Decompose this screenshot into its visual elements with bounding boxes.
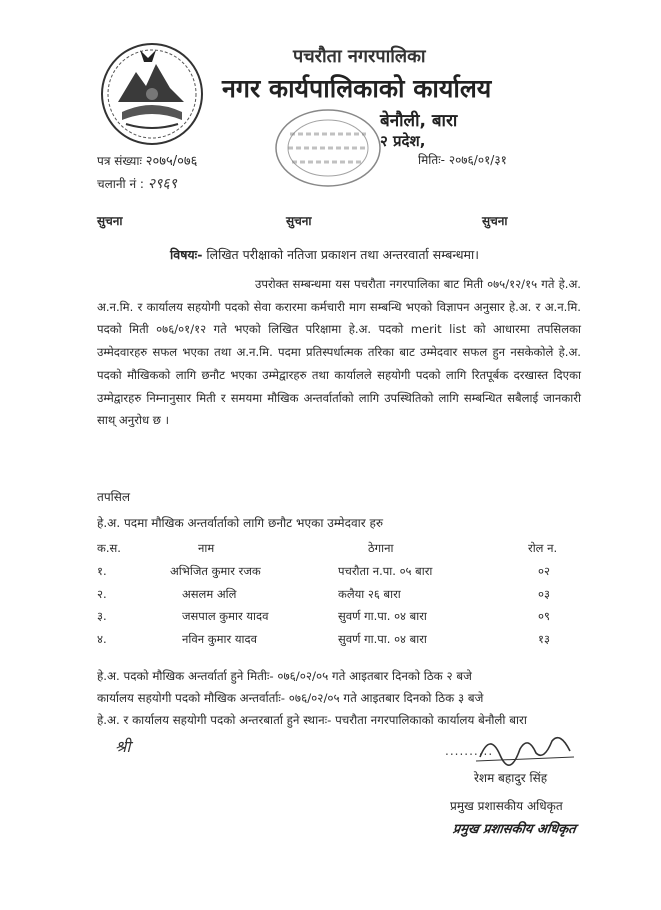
reference-number bbox=[97, 151, 197, 169]
municipality-name: पचरौता नगरपालिका bbox=[293, 46, 426, 67]
cell-address: सुवर्ण गा.पा. ०४ बारा bbox=[338, 609, 427, 623]
cell-sn: ४. bbox=[97, 632, 107, 646]
date-value: २०७६/०१/३१ bbox=[448, 153, 507, 167]
header-sn: क.स. bbox=[97, 541, 121, 555]
cell-roll: १३ bbox=[538, 632, 550, 646]
header-name: नाम bbox=[198, 541, 215, 555]
ref-label: पत्र संख्याः bbox=[97, 154, 142, 168]
letter-date bbox=[418, 151, 507, 168]
office-address: बेनौली, बारा bbox=[380, 111, 458, 131]
nepal-emblem-icon bbox=[96, 38, 208, 146]
office-province: २ प्रदेश, bbox=[380, 132, 426, 150]
cell-sn: १. bbox=[97, 564, 107, 578]
cell-name: जसपाल कुमार यादव bbox=[182, 609, 269, 623]
table-header-row bbox=[0, 541, 661, 563]
interview-date-line: हे.अ. पदको मौखिक अन्तर्वार्ता हुने मितीः- ०७६/०२/०५ गते आइतबार दिनको ठिक २ बजे bbox=[97, 669, 472, 683]
notice-word: सुचना bbox=[482, 214, 508, 228]
header-roll: रोल न. bbox=[528, 541, 558, 555]
initial-signature: श्री bbox=[115, 737, 131, 756]
interview-time-line: कार्यालय सहयोगी पदको मौखिक अन्तर्वार्ताः- ०७६/०२/०५ गते आइतबार दिनको ठिक ३ बजे bbox=[97, 691, 484, 705]
notice-word: सुचना bbox=[286, 214, 312, 228]
cell-name: अभिजित कुमार रजक bbox=[170, 564, 261, 578]
cell-address: कलैया २६ बारा bbox=[338, 587, 401, 601]
candidate-table-title: हे.अ. पदमा मौखिक अन्तर्वार्ताको लागि छनौट भएका उम्मेदवार हरु bbox=[97, 516, 384, 530]
chalani-value: २९६९ bbox=[147, 176, 177, 192]
cell-roll: ०९ bbox=[538, 609, 550, 623]
signature-scrawl-icon bbox=[470, 727, 580, 767]
notice-word: सुचना bbox=[97, 214, 123, 228]
tapasil-heading: तपसिल bbox=[97, 490, 131, 504]
interview-venue-line: हे.अ. र कार्यालय सहयोगी पदको अन्तरबार्ता हुने स्थानः- पचरौता नगरपालिकाको कार्यालय बेनौली बारा bbox=[97, 713, 527, 727]
cell-sn: २. bbox=[97, 587, 107, 601]
chalani-label: चलानी नं : bbox=[97, 177, 144, 191]
cell-roll: ०२ bbox=[538, 564, 550, 578]
date-label: मितिः- bbox=[418, 153, 445, 167]
designation-stamp: प्रमुख प्रशासकीय अधिकृत bbox=[451, 822, 577, 837]
table-row bbox=[0, 587, 661, 609]
cell-address: पचरौता न.पा. ०५ बारा bbox=[338, 564, 433, 578]
signatory-name: रेशम बहादुर सिंह bbox=[474, 771, 548, 785]
cell-name: असलम अलि bbox=[182, 587, 237, 601]
office-title: नगर कार्यपालिकाको कार्यालय bbox=[222, 74, 492, 103]
cell-address: सुवर्ण गा.पा. ०४ बारा bbox=[338, 632, 427, 646]
table-row bbox=[0, 564, 661, 586]
cell-roll: ०३ bbox=[538, 587, 550, 601]
table-row bbox=[0, 632, 661, 654]
header-address: ठेगाना bbox=[368, 541, 394, 555]
table-row bbox=[0, 609, 661, 631]
cell-sn: ३. bbox=[97, 609, 107, 623]
office-stamp-icon bbox=[270, 104, 400, 192]
ref-value: २०७५/०७६ bbox=[145, 154, 198, 169]
cell-name: नविन कुमार यादव bbox=[182, 632, 257, 646]
subject-line bbox=[170, 246, 479, 263]
subject-label: विषयः- bbox=[170, 247, 203, 262]
signature-dots: .......... bbox=[445, 744, 494, 758]
subject-text: लिखित परीक्षाको नतिजा प्रकाशन तथा अन्तरवार्ता सम्बन्धमा। bbox=[206, 247, 479, 262]
body-paragraph: उपरोक्त सम्बन्धमा यस पचरौता नगरपालिका बाट मिती ०७५/१२/१५ गते हे.अ. अ.न.मि. र कार्यालय सहयोगी पदको सेवा करारमा कर्मचारी माग सम्बन्धि भएको विज्ञापन अनुसार हे.अ. र अ.न.मि. पदको मिती ०७६/०१/१२ गते भएको लिखित परिक्षामा हे.अ. पदको merit list को आधारमा तपसिलका उम्मेदवारहरु सफल भएका तथा अ.न.मि. पदमा प्रतिस्पर्धात्मक तरिका बाट उम्मेदवार सफल हुन नसकेकोले हे.अ. पदको मौखिकको लागि छनौट भएका उम्मेद्वारहरु तथा कार्यालले सहयोगी पदको लागि रितपूर्बक दरखास्त दिएका उम्मेद्वारहरु निम्नानुसार मिती र समयमा मौखिक अन्तर्वार्ताको लागि उपस्थितिको लागि सम्बन्धित सबैलाई जानकारी साथ् अनुरोध छ । bbox=[97, 277, 581, 428]
signatory-title: प्रमुख प्रशासकीय अधिकृत bbox=[450, 799, 563, 813]
dispatch-number bbox=[97, 174, 177, 193]
